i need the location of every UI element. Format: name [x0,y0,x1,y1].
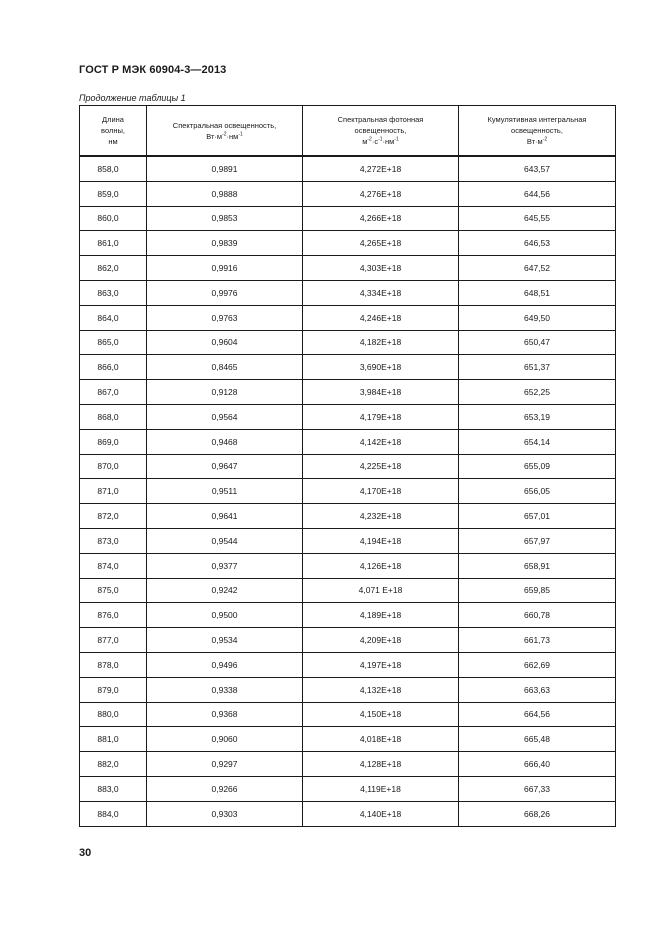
wavelength-cell: 883,0 [80,776,147,801]
wavelength-cell: 874,0 [80,553,147,578]
cumulative-irradiance-cell: 650,47 [459,330,616,355]
cumulative-irradiance-cell: 645,55 [459,206,616,231]
cumulative-irradiance-cell: 663,63 [459,677,616,702]
wavelength-cell: 879,0 [80,677,147,702]
table-row [80,305,616,330]
spectral-irradiance-cell: 0,9564 [147,404,303,429]
photon-irradiance-cell: 4,265E+18 [303,231,459,256]
spectral-irradiance-cell: 0,9266 [147,776,303,801]
photon-irradiance-cell: 4,276E+18 [303,181,459,206]
photon-irradiance-cell: 4,303E+18 [303,256,459,281]
cumulative-irradiance-cell: 647,52 [459,256,616,281]
photon-irradiance-cell: 4,170E+18 [303,479,459,504]
photon-irradiance-cell: 4,182E+18 [303,330,459,355]
table-row [80,181,616,206]
wavelength-cell: 882,0 [80,752,147,777]
table-row [80,280,616,305]
table-row [80,156,616,181]
spectral-irradiance-cell: 0,9511 [147,479,303,504]
spectral-irradiance-cell: 0,9891 [147,156,303,181]
photon-irradiance-cell: 4,194E+18 [303,528,459,553]
spectral-irradiance-cell: 0,9496 [147,652,303,677]
spectral-irradiance-cell: 0,9338 [147,677,303,702]
cumulative-irradiance-header [459,106,616,157]
cumulative-irradiance-cell: 658,91 [459,553,616,578]
photon-irradiance-cell: 4,209E+18 [303,628,459,653]
spectral-irradiance-cell: 0,9976 [147,280,303,305]
table-row [80,652,616,677]
spectral-irradiance-cell: 0,9242 [147,578,303,603]
cumulative-irradiance-cell: 668,26 [459,801,616,826]
spectral-irradiance-cell: 0,9853 [147,206,303,231]
photon-irradiance-cell: 4,266E+18 [303,206,459,231]
spectral-irradiance-cell: 0,9534 [147,628,303,653]
table-row [80,429,616,454]
table-row [80,528,616,553]
table-body [80,156,616,826]
spectral-data-table [79,105,616,827]
cumulative-irradiance-cell: 657,01 [459,504,616,529]
wavelength-cell: 875,0 [80,578,147,603]
table-row [80,479,616,504]
spectral-irradiance-cell: 0,9839 [147,231,303,256]
header-line: Спектральная фотонная [337,115,424,124]
photon-irradiance-cell: 4,232E+18 [303,504,459,529]
photon-irradiance-cell: 4,197E+18 [303,652,459,677]
table-row [80,404,616,429]
photon-irradiance-cell: 4,128E+18 [303,752,459,777]
table-caption: Продолжение таблицы 1 [79,93,186,103]
photon-irradiance-cell: 4,272E+18 [303,156,459,181]
wavelength-cell: 884,0 [80,801,147,826]
wavelength-cell: 866,0 [80,355,147,380]
photon-irradiance-cell: 3,984E+18 [303,380,459,405]
spectral-irradiance-cell: 0,9647 [147,454,303,479]
table-row [80,330,616,355]
cumulative-irradiance-cell: 667,33 [459,776,616,801]
photon-irradiance-cell: 4,126E+18 [303,553,459,578]
spectral-irradiance-cell: 0,9500 [147,603,303,628]
table-row [80,578,616,603]
cumulative-irradiance-cell: 653,19 [459,404,616,429]
wavelength-cell: 859,0 [80,181,147,206]
spectral-irradiance-cell: 0,9060 [147,727,303,752]
header-unit: $Вт\cdot м^{-2}\cdot нм^{-1}$ [206,131,243,141]
table-row [80,454,616,479]
spectral-irradiance-cell: 0,9297 [147,752,303,777]
table-row [80,628,616,653]
spectral-irradiance-cell: 0,9128 [147,380,303,405]
photon-irradiance-cell: 4,119E+18 [303,776,459,801]
table-row [80,702,616,727]
header-line: Длина [102,115,124,124]
photon-irradiance-cell: 4,225E+18 [303,454,459,479]
wavelength-cell: 864,0 [80,305,147,330]
cumulative-irradiance-cell: 657,97 [459,528,616,553]
photon-irradiance-cell: 4,189E+18 [303,603,459,628]
table-row [80,677,616,702]
spectral-irradiance-cell: 0,9468 [147,429,303,454]
spectral-irradiance-cell: 0,8465 [147,355,303,380]
table-row [80,380,616,405]
cumulative-irradiance-cell: 649,50 [459,305,616,330]
cumulative-irradiance-cell: 662,69 [459,652,616,677]
photon-irradiance-cell: 4,179E+18 [303,404,459,429]
wavelength-cell: 870,0 [80,454,147,479]
photon-irradiance-cell: 4,018E+18 [303,727,459,752]
wavelength-cell: 860,0 [80,206,147,231]
header-line: волны, [101,126,125,135]
cumulative-irradiance-cell: 643,57 [459,156,616,181]
spectral-irradiance-cell: 0,9544 [147,528,303,553]
cumulative-irradiance-cell: 646,53 [459,231,616,256]
photon-irradiance-cell: 4,246E+18 [303,305,459,330]
cumulative-irradiance-cell: 655,09 [459,454,616,479]
wavelength-cell: 872,0 [80,504,147,529]
cumulative-irradiance-cell: 659,85 [459,578,616,603]
table-row [80,801,616,826]
header-line: нм [108,137,118,146]
cumulative-irradiance-cell: 648,51 [459,280,616,305]
header-line: освещенность, [511,126,563,135]
photon-irradiance-cell: 4,142E+18 [303,429,459,454]
spectral-irradiance-cell: 0,9377 [147,553,303,578]
spectral-irradiance-cell: 0,9604 [147,330,303,355]
photon-irradiance-cell: 4,071 E+18 [303,578,459,603]
photon-irradiance-cell: 4,334E+18 [303,280,459,305]
header-line: освещенность, [354,126,407,135]
cumulative-irradiance-cell: 652,25 [459,380,616,405]
spectral-irradiance-cell: 0,9888 [147,181,303,206]
wavelength-header [80,106,147,157]
wavelength-cell: 878,0 [80,652,147,677]
spectral-irradiance-cell: 0,9763 [147,305,303,330]
wavelength-cell: 867,0 [80,380,147,405]
spectral-irradiance-header [147,106,303,157]
cumulative-irradiance-cell: 664,56 [459,702,616,727]
photon-irradiance-cell: 4,132E+18 [303,677,459,702]
table-row [80,752,616,777]
wavelength-cell: 869,0 [80,429,147,454]
wavelength-cell: 861,0 [80,231,147,256]
wavelength-cell: 876,0 [80,603,147,628]
spectral-irradiance-cell: 0,9641 [147,504,303,529]
document-title: ГОСТ Р МЭК 60904-3—2013 [79,64,227,76]
wavelength-cell: 865,0 [80,330,147,355]
cumulative-irradiance-cell: 660,78 [459,603,616,628]
table-row [80,355,616,380]
wavelength-cell: 862,0 [80,256,147,281]
spectral-irradiance-cell: 0,9303 [147,801,303,826]
table-row [80,206,616,231]
page-number: 30 [79,847,92,859]
spectral-irradiance-cell: 0,9916 [147,256,303,281]
table-row [80,727,616,752]
cumulative-irradiance-cell: 644,56 [459,181,616,206]
table-row [80,776,616,801]
wavelength-cell: 863,0 [80,280,147,305]
table-row [80,603,616,628]
wavelength-cell: 858,0 [80,156,147,181]
wavelength-cell: 871,0 [80,479,147,504]
table-row [80,231,616,256]
wavelength-cell: 868,0 [80,404,147,429]
cumulative-irradiance-cell: 651,37 [459,355,616,380]
header-unit: $Вт\cdot м^{-2}$ [526,136,548,146]
header-unit: $м^{-2}\cdot с^{-1}\cdot нм^{-1}$ [362,136,399,146]
table-row [80,256,616,281]
wavelength-cell: 880,0 [80,702,147,727]
cumulative-irradiance-cell: 665,48 [459,727,616,752]
table-row [80,504,616,529]
photon-irradiance-cell: 3,690E+18 [303,355,459,380]
table-row [80,553,616,578]
photon-irradiance-header [303,106,459,157]
spectral-irradiance-cell: 0,9368 [147,702,303,727]
wavelength-cell: 873,0 [80,528,147,553]
header-line: Кумулятивная интегральная [487,115,587,124]
wavelength-cell: 881,0 [80,727,147,752]
wavelength-cell: 877,0 [80,628,147,653]
photon-irradiance-cell: 4,140E+18 [303,801,459,826]
table-header [80,106,616,157]
cumulative-irradiance-cell: 661,73 [459,628,616,653]
header-line: Спектральная освещенность, [172,120,277,130]
cumulative-irradiance-cell: 654,14 [459,429,616,454]
cumulative-irradiance-cell: 656,05 [459,479,616,504]
table-header-row [80,106,616,157]
cumulative-irradiance-cell: 666,40 [459,752,616,777]
photon-irradiance-cell: 4,150E+18 [303,702,459,727]
